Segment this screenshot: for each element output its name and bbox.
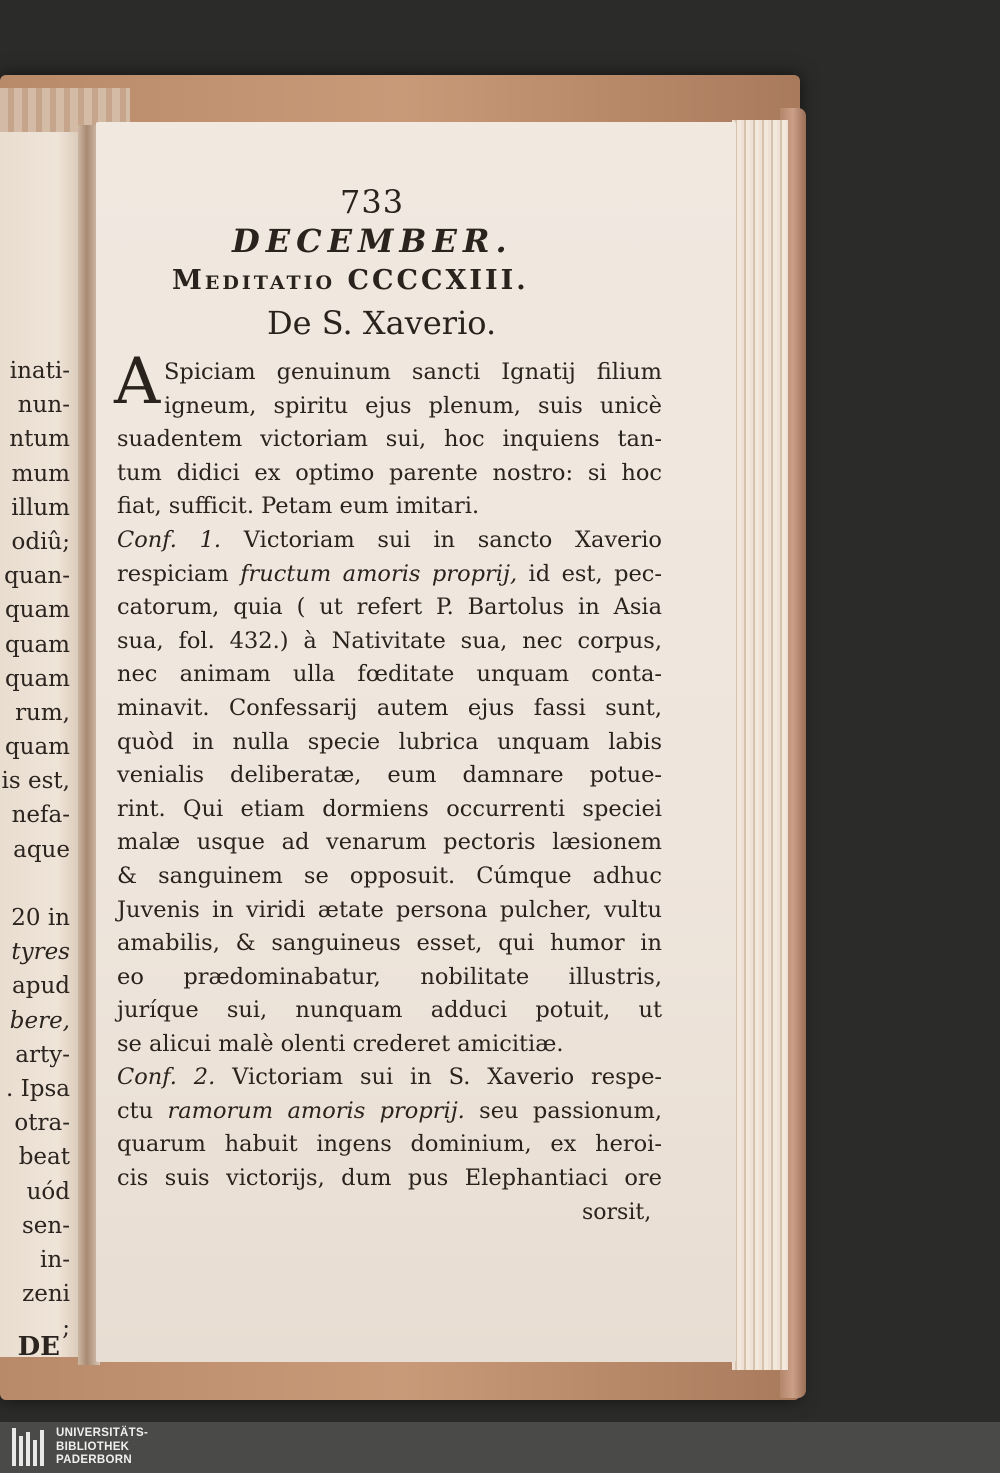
intro-line: igneum, spiritu ejus plenum, suis unicè [164, 392, 662, 419]
left-page-line: aque [13, 836, 70, 863]
intro-line: fiat, sufficit. Petam eum imitari. [117, 493, 480, 520]
left-page-line: . Ipsa [6, 1075, 70, 1102]
conf1-line: minavit. Confessarij autem ejus fassi sunt, [117, 694, 662, 721]
conf2-label: Conf. 2. [117, 1064, 216, 1090]
conf1-line-2 [117, 558, 662, 592]
conf2-line-1 [117, 1061, 662, 1095]
month-heading: DECEMBER. [232, 222, 513, 260]
left-page-line: quam [4, 597, 70, 624]
conf1-line-1 [117, 524, 662, 558]
conf1-line: venialis deliberatæ, eum damnare potue- [117, 762, 662, 789]
left-page-footer: DE [17, 1332, 60, 1357]
conf1-line2-end: id est, pec- [517, 560, 662, 587]
left-page-line: quan- [4, 563, 70, 590]
conf1-line: amabilis, & sanguineus esset, qui humor in [117, 930, 662, 957]
left-page-line: ; [62, 1315, 70, 1342]
conf2-line: quarum habuit ingens dominium, ex heroi- [117, 1131, 662, 1158]
left-page-line: nun- [17, 392, 70, 419]
conf2-line: cis suis victorijs, dum pus Elephantiaci ore [117, 1164, 662, 1191]
conf1-line2-start: respiciam [117, 560, 241, 587]
conf1-line: quòd in nulla specie lubrica unquam labis [117, 728, 662, 755]
left-page-line: arty- [15, 1041, 70, 1068]
conf1-body [117, 591, 662, 1061]
drop-cap: A [114, 345, 161, 419]
left-page-line: mum [11, 460, 70, 487]
conf1-line: se alicui malè olenti crederet amicitiæ. [117, 1030, 564, 1057]
intro-line: Spiciam genuinum sancti Ignatij filium [164, 359, 662, 385]
left-page [0, 132, 82, 1357]
conf2-line2-italic: ramorum amoris proprij. [167, 1097, 465, 1124]
conf1-first-line: Victoriam sui in sancto Xaverio [243, 527, 662, 553]
left-page-line: illum [11, 494, 70, 521]
intro-line: tum didici ex optimo parente nostro: si hoc [117, 459, 662, 486]
library-name-line-1: UNIVERSITÄTS- [56, 1427, 149, 1439]
conf2-line2-end: seu passionum, [464, 1097, 663, 1124]
left-page-line: uód [26, 1178, 70, 1205]
conf2-body [117, 1128, 662, 1195]
library-name [56, 1427, 148, 1468]
conf2-line-2 [117, 1095, 662, 1129]
left-page-line: bere, [9, 1007, 70, 1034]
left-page-line: zeni [22, 1281, 70, 1308]
left-page-line: beat [18, 1144, 70, 1171]
left-page-line: sen- [22, 1212, 70, 1239]
left-page-line: otra- [14, 1110, 70, 1137]
library-footer [0, 1422, 1000, 1473]
intro-paragraph [117, 356, 662, 524]
conf1-line: malæ usque ad venarum pectoris læsionem [117, 829, 662, 856]
left-page-line: is est, [1, 768, 70, 795]
library-logo-icon [12, 1428, 44, 1466]
conf1-line: Juvenis in viridi ætate persona pulcher, vultu [117, 896, 662, 923]
conf1-line: eo prædominabatur, nobilitate illustris, [117, 963, 662, 990]
left-page-line: rum, [15, 699, 70, 726]
left-page-line: in- [40, 1246, 70, 1273]
page-number: 733 [340, 183, 405, 221]
left-page-text-column [0, 354, 70, 1345]
catchword: sorsit, [582, 1200, 652, 1225]
left-page-line: nefa- [11, 802, 70, 829]
conf2-first-line: Victoriam sui in S. Xaverio respe- [232, 1064, 662, 1090]
left-page-line: inati- [9, 358, 70, 384]
conf1-line: sua, fol. 432.) à Nativitate sua, nec corpus, [117, 627, 662, 654]
conf1-line: juríque sui, nunquam adduci potuit, ut [117, 997, 662, 1024]
left-page-line: quam [4, 631, 70, 658]
left-page-line: odiû; [11, 528, 70, 555]
conf1-label: Conf. 1. [117, 527, 222, 553]
left-page-line: ntum [9, 426, 70, 453]
intro-line: suadentem victoriam sui, hoc inquiens tan- [117, 426, 662, 453]
conf1-line: & sanguinem se opposuit. Cúmque adhuc [117, 862, 662, 889]
conf1-line: catorum, quia ( ut refert P. Bartolus in Asia [117, 594, 662, 621]
conf1-line: nec animam ulla fœditate unquam conta- [117, 661, 662, 688]
library-name-line-3: PADERBORN [56, 1454, 132, 1466]
conf1-line2-italic: fructum amoris proprij, [240, 560, 518, 587]
left-page-line: tyres [11, 939, 70, 966]
left-page-line: 20 in [11, 905, 70, 931]
consideration-2 [117, 1061, 662, 1195]
meditation-title: Meditatio CCCCXIII. [172, 265, 529, 296]
conf1-line: rint. Qui etiam dormiens occurrenti speciei [117, 795, 662, 822]
library-name-line-2: BIBLIOTHEK [56, 1440, 130, 1453]
left-page-line: apud [12, 973, 70, 1000]
consideration-1 [117, 524, 662, 1062]
left-page-line [0, 867, 70, 901]
conf2-line2-start: ctu [117, 1097, 168, 1124]
page-edges [732, 120, 788, 1370]
left-page-line: quam [4, 665, 70, 692]
meditation-subtitle: De S. Xaverio. [267, 304, 497, 342]
left-page-line: quam [4, 734, 70, 761]
